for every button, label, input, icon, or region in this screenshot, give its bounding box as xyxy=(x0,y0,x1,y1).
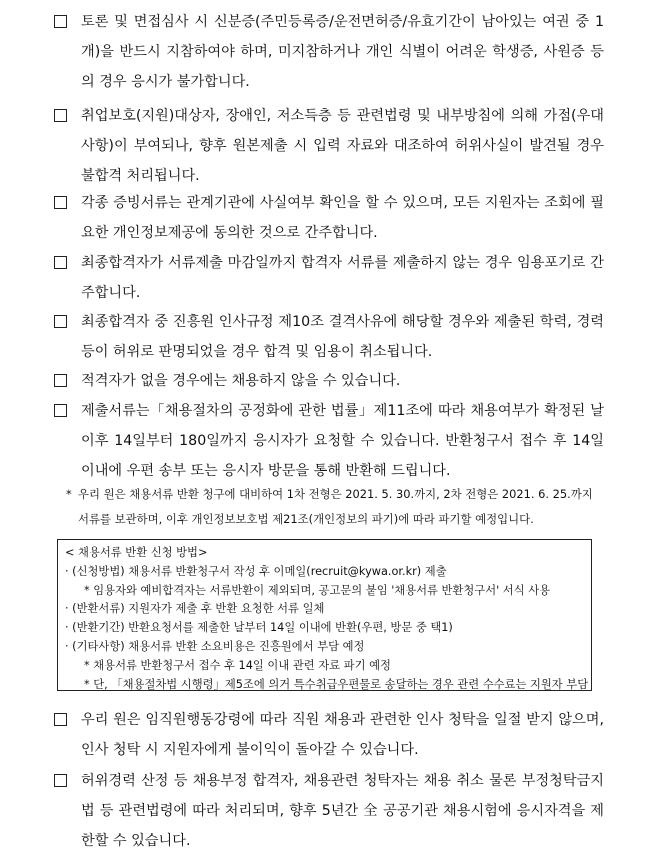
guide-line: * 채용서류 반환청구서 접수 후 14일 이내 관련 자료 파기 예정 xyxy=(84,658,391,672)
guide-line: · (신청방법) 채용서류 반환청구서 작성 후 이메일(recruit@kywa.or.kr) 제출 xyxy=(65,564,447,578)
asterisk: * xyxy=(66,487,72,501)
notice-text: 각종 증빙서류는 관계기관에 사실여부 확인을 할 수 있으며, 모든 지원자는 조회에 필요한 개인정보제공에 동의한 것으로 간주합니다. xyxy=(81,195,604,241)
checkbox-icon xyxy=(54,109,67,122)
checkbox-icon xyxy=(54,196,67,209)
guide-line: · (기타사항) 채용서류 반환 소요비용은 진흥원에서 부담 예정 xyxy=(65,639,365,653)
return-guide-box xyxy=(57,539,592,691)
checkbox-icon xyxy=(54,374,67,387)
guide-line: · (반환서류) 지원자가 제출 후 반환 요청한 서류 일체 xyxy=(65,602,325,616)
guide-title: < 채용서류 반환 신청 방법> xyxy=(65,546,208,559)
notice-text: 토론 및 면접심사 시 신분증(주민등록증/운전면허증/유효기간이 남아있는 여권 중 1개)을 반드시 지참하여야 하며, 미지참하거나 개인 식별이 어려운 학생증, 사원증 등의 경우 응시가 불가합니다. xyxy=(81,14,604,90)
notice-text: 적격자가 없을 경우에는 채용하지 않을 수 있습니다. xyxy=(81,373,401,389)
notice-text: 최종합격자가 서류제출 마감일까지 합격자 서류를 제출하지 않는 경우 임용포기로 간주합니다. xyxy=(81,255,604,301)
notice-text: 제출서류는「채용절차의 공정화에 관한 법률」제11조에 따라 채용여부가 확정된 날 이후 14일부터 180일까지 응시자가 요청할 수 있습니다. 반환청구서 접수 후 14일 이내에 우편 송부 또는 응시자 방문을 통해 반환해 드립니다. xyxy=(81,403,604,479)
notice-item-bonus-points xyxy=(56,101,604,191)
notice-item-solicitation xyxy=(56,705,604,765)
guide-line: * 단, 「채용절차법 시행령」제5조에 의거 특수취급우편물로 송달하는 경우 관련 수수료는 지원자 부담 xyxy=(84,677,589,691)
note-text: 우리 원은 채용서류 반환 청구에 대비하여 1차 전형은 2021. 5. 30.까지, 2차 전형은 2021. 6. 25.까지 서류를 보관하며, 이후 개인정보보호법 제21조(개인정보의 파기)에 따라 파기할 예정입니다. xyxy=(78,487,593,526)
checkbox-icon xyxy=(54,713,67,726)
notice-item-id-card xyxy=(56,7,604,97)
notice-text: 취업보호(지원)대상자, 장애인, 저소득층 등 관련법령 및 내부방침에 의해 가점(우대사항)이 부여되나, 향후 원본제출 시 입력 자료와 대조하여 허위사실이 발견될 경우 불합격 처리됩니다. xyxy=(81,108,604,184)
checkbox-icon xyxy=(54,774,67,787)
notice-item-submission-deadline xyxy=(56,248,604,308)
retention-note xyxy=(66,482,606,532)
guide-line: · (반환기간) 반환요청서를 제출한 날부터 14일 이내에 반환(우편, 방문 중 택1) xyxy=(65,621,453,635)
notice-item-fraud xyxy=(56,766,604,856)
notice-item-document-return xyxy=(56,396,604,486)
notice-item-verification xyxy=(56,188,604,248)
notice-item-disqualification xyxy=(56,307,604,367)
checkbox-icon xyxy=(54,15,67,28)
checkbox-icon xyxy=(54,404,67,417)
notice-item-no-hire xyxy=(56,366,604,396)
checkbox-icon xyxy=(54,256,67,269)
checkbox-icon xyxy=(54,315,67,328)
notice-text: 최종합격자 중 진흥원 인사규정 제10조 결격사유에 해당할 경우와 제출된 학력, 경력 등이 허위로 판명되었을 경우 합격 및 임용이 취소됩니다. xyxy=(81,314,604,360)
notice-text: 허위경력 산정 등 채용부정 합격자, 채용관련 청탁자는 채용 취소 물론 부정청탁금지법 등 관련법령에 따라 처리되며, 향후 5년간 全 공공기관 채용시험에 응시자격을 제한할 수 있습니다. xyxy=(81,773,604,849)
guide-line: * 임용자와 예비합격자는 서류반환이 제외되며, 공고문의 붙임 '채용서류 반환청구서' 서식 사용 xyxy=(84,583,551,597)
notice-text: 우리 원은 임직원행동강령에 따라 직원 채용과 관련한 인사 청탁을 일절 받지 않으며, 인사 청탁 시 지원자에게 불이익이 돌아갈 수 있습니다. xyxy=(81,712,604,758)
